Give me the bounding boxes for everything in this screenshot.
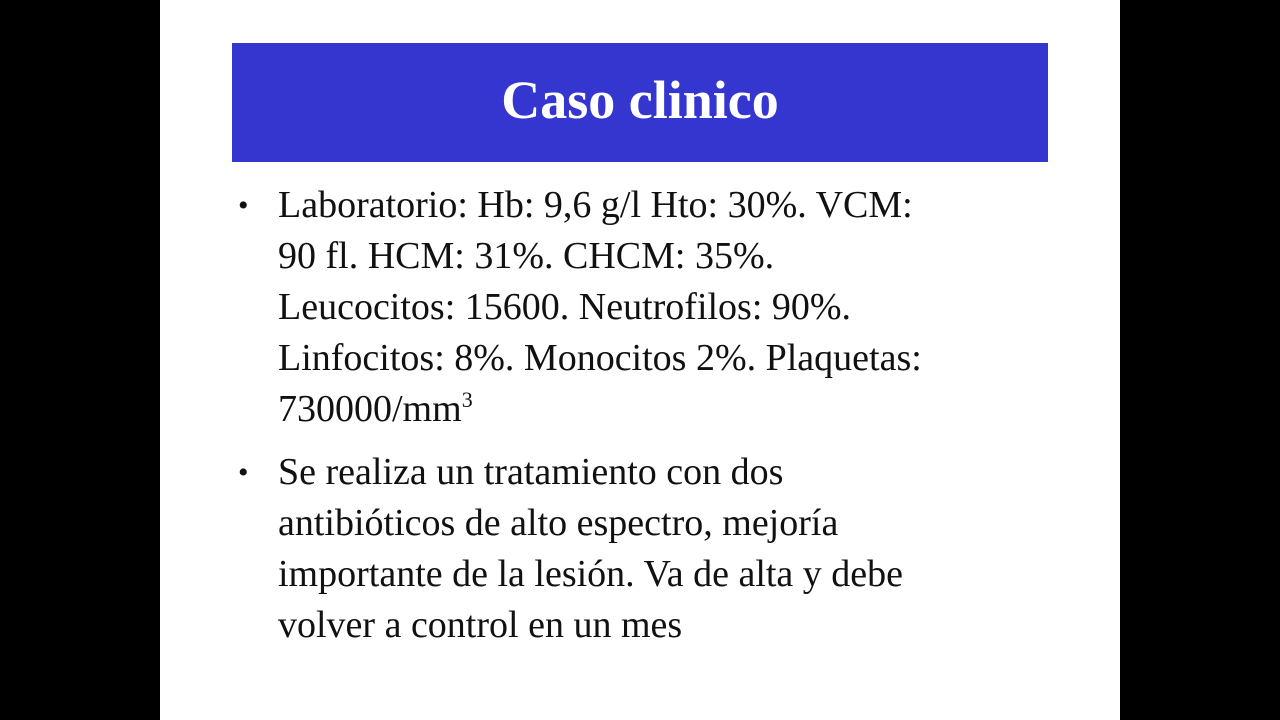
bullet-line: 90 fl. HCM: 31%. CHCM: 35%. <box>278 235 775 277</box>
bullet-line: volver a control en un mes <box>278 604 683 646</box>
bullet-line-with-superscript <box>278 384 1018 435</box>
bullet-line: Linfocitos: 8%. Monocitos 2%. Plaquetas: <box>278 337 922 379</box>
bullet-dot-icon: • <box>238 456 249 489</box>
platelet-value: 730000/mm <box>278 388 462 430</box>
bullet-line: Leucocitos: 15600. Neutrofilos: 90%. <box>278 286 852 328</box>
slide <box>160 0 1120 720</box>
bullet-item-tratamiento <box>238 447 1018 651</box>
bullet-item-laboratorio <box>238 180 1018 435</box>
bullet-list <box>238 180 1018 651</box>
bullet-line: importante de la lesión. Va de alta y debe <box>278 553 904 595</box>
bullet-line: Laboratorio: Hb: 9,6 g/l Hto: 30%. VCM: <box>278 184 913 226</box>
title-bar <box>232 43 1048 162</box>
bullet-line: Se realiza un tratamiento con dos <box>278 451 784 493</box>
bullet-line: antibióticos de alto espectro, mejoría <box>278 502 839 544</box>
bullet-dot-icon: • <box>238 189 249 222</box>
superscript-exponent: 3 <box>461 387 473 412</box>
slide-title: Caso clinico <box>501 69 779 130</box>
